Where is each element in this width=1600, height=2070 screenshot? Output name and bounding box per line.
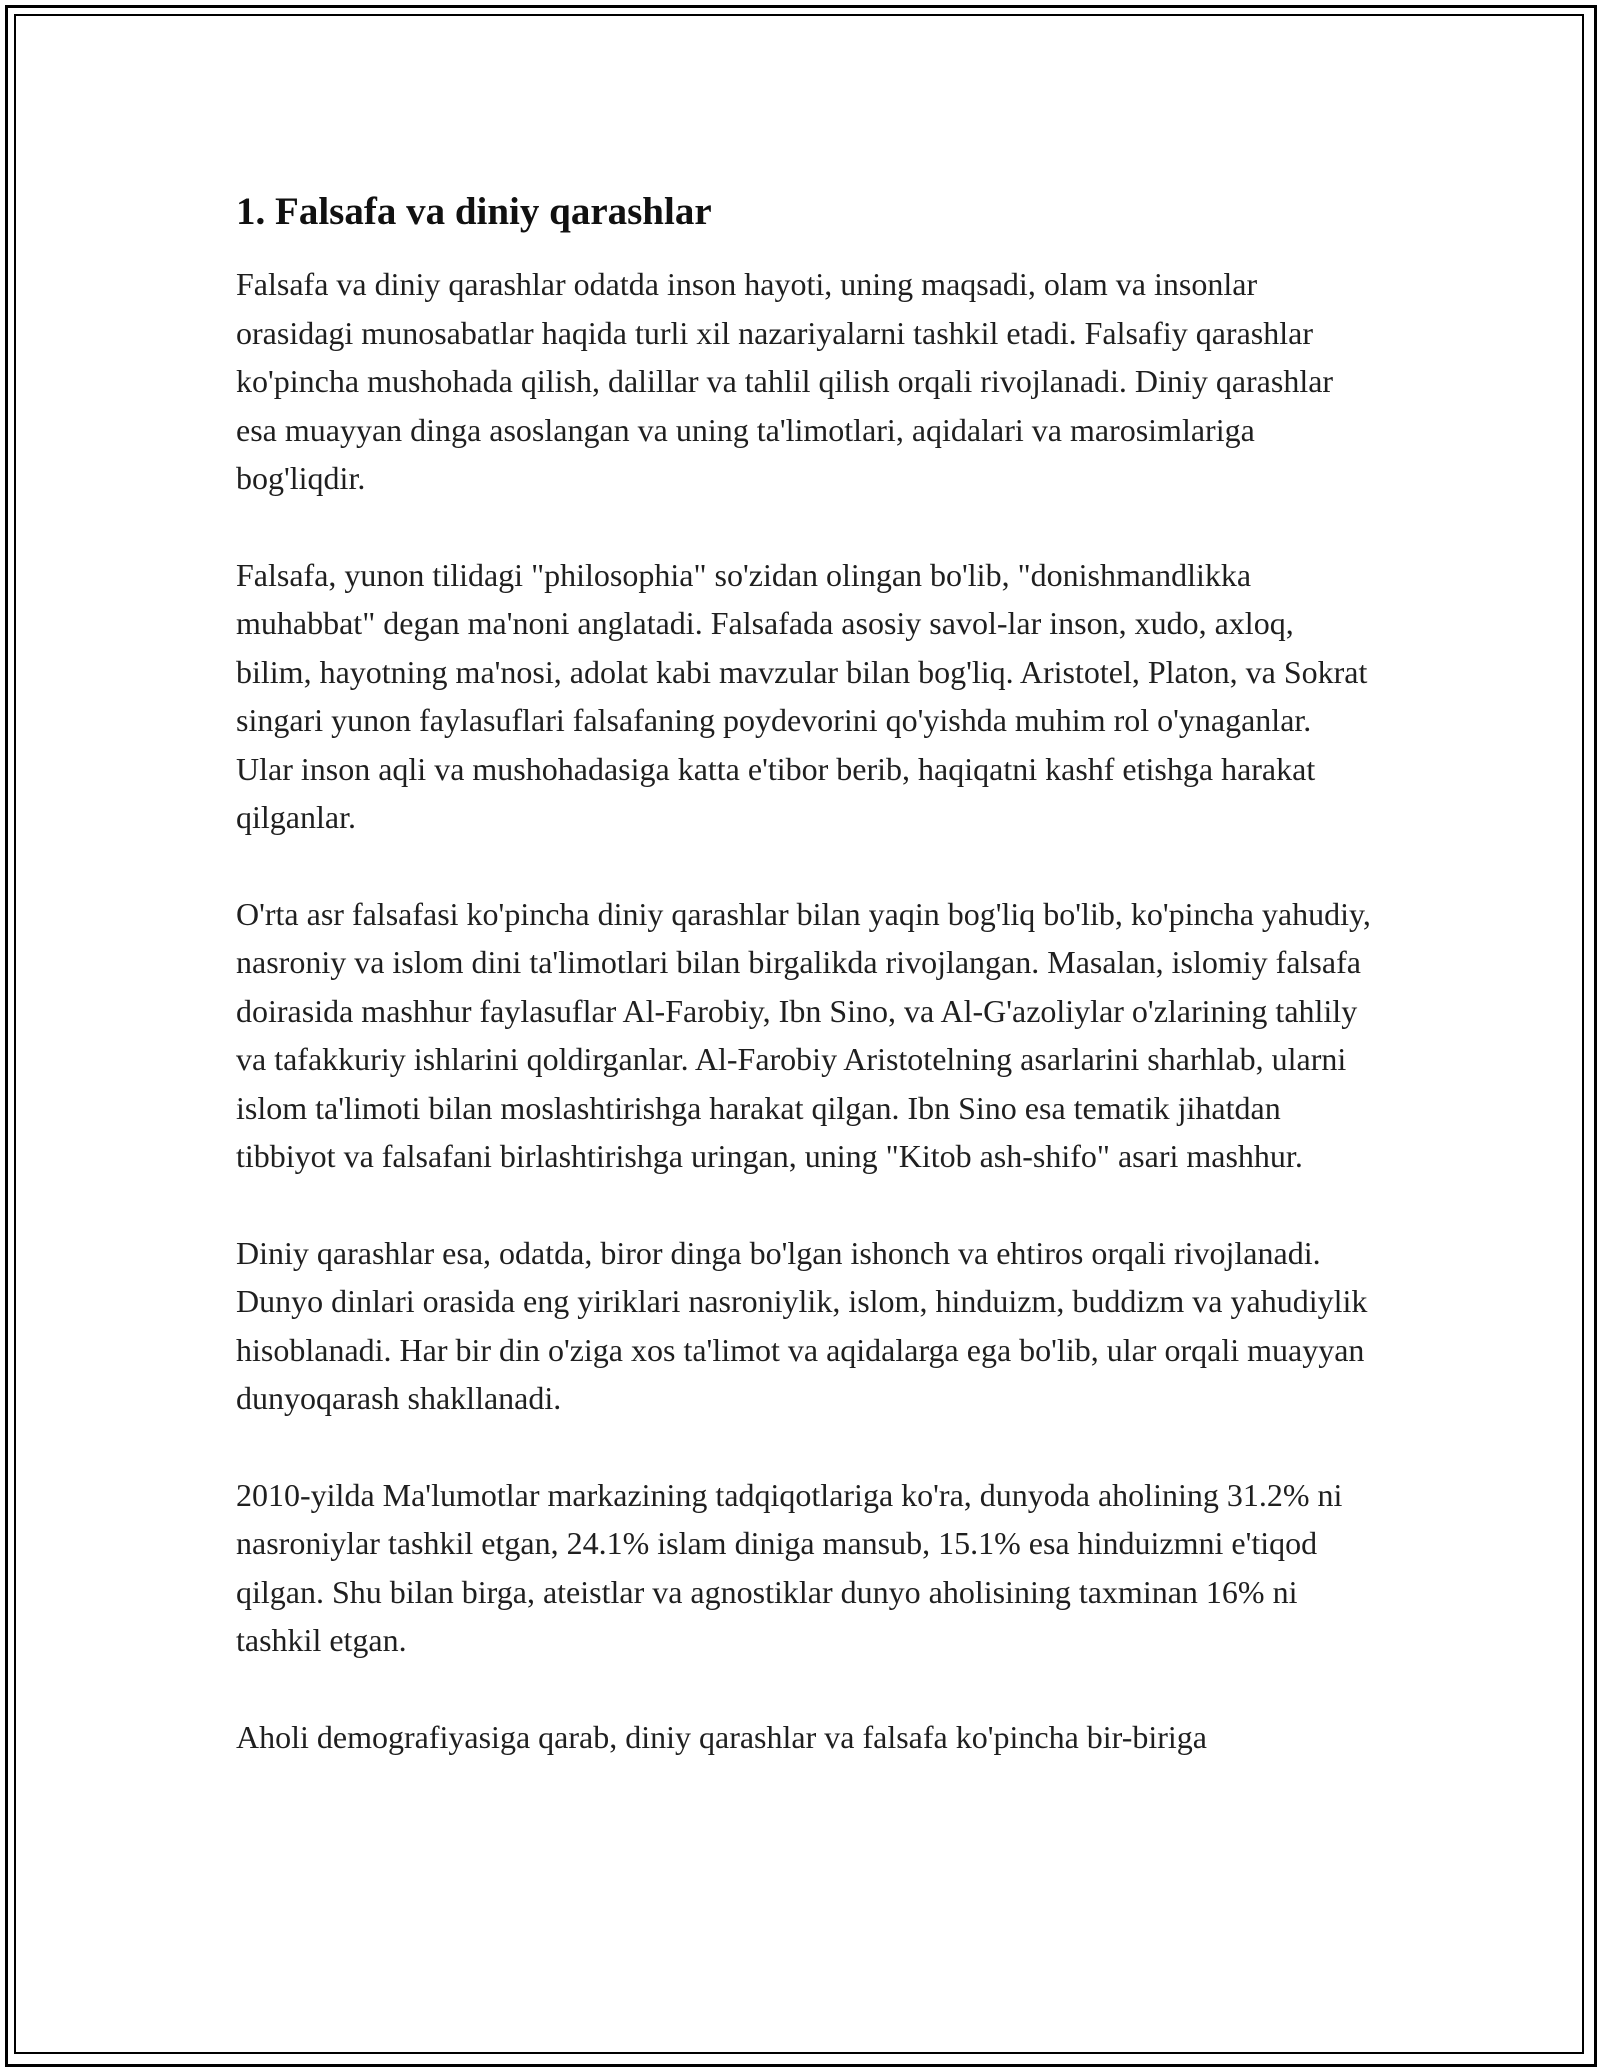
paragraph-demography: Aholi demografiyasiga qarab, diniy qarashlar va falsafa ko'pincha bir-biriga [236,1718,1207,1755]
section-heading: 1. Falsafa va diniy qarashlar [236,190,712,233]
paragraph-religious-views: Diniy qarashlar esa, odatda, biror dinga bo'lgan ishonch va ehtiros orqali rivojlanadi. Dunyo dinlari orasida eng yiriklari nasroniylik, islom, hinduizm, buddizm va yahudiylik hisoblanadi. Har bir din o'ziga xos ta'limot va aqidalarga ega bo'lib, ular orqali muayyan dunyoqarash shakllanadi. [236,1234,1368,1416]
paragraph-statistics: 2010-yilda Ma'lumotlar markazining tadqiqotlariga ko'ra, dunyoda aholining 31.2% ni nasroniylar tashkil etgan, 24.1% islam diniga mansub, 15.1% esa hinduizmni e'tiqod qilgan. Shu bilan birga, ateistlar va agnostiklar dunyo aholisining taxminan 16% ni tashkil etgan. [236,1476,1343,1658]
document-body [236,186,1376,1761]
paragraph-medieval-philosophy: O'rta asr falsafasi ko'pincha diniy qarashlar bilan yaqin bog'liq bo'lib, ko'pincha yahudiy, nasroniy va islom dini ta'limotlari bilan birgalikda rivojlangan. Masalan, islomiy falsafa doirasida mashhur faylasuflar Al-Farobiy, Ibn Sino, va Al-G'azoliylar o'zlarining tahlily va tafakkuriy ishlarini qoldirganlar. Al-Farobiy Aristotelning asarlarini sharhlab, ularni islom ta'limoti bilan moslashtirishga harakat qilgan. Ibn Sino esa tematik jihatdan tibbiyot va falsafani birlashtirishga uringan, uning "Kitob ash-shifo" asari mashhur. [236,895,1371,1174]
paragraph-intro: Falsafa va diniy qarashlar odatda inson hayoti, uning maqsadi, olam va insonlar orasidagi munosabatlar haqida turli xil nazariyalarni tashkil etadi. Falsafiy qarashlar ko'pincha mushohada qilish, dalillar va tahlil qilish orqali rivojlanadi. Diniy qarashlar esa muayyan dinga asoslangan va uning ta'limotlari, aqidalari va marosimlariga bog'liqdir. [236,266,1334,496]
paragraph-philosophy-origin: Falsafa, yunon tilidagi "philosophia" so'zidan olingan bo'lib, "donishmandlikka muhabbat" degan ma'noni anglatadi. Falsafada asosiy savol-lar inson, xudo, axloq, bilim, hayotning ma'nosi, adolat kabi mavzular bilan bog'liq. Aristotel, Platon, va Sokrat singari yunon faylasuflari falsafaning poydevorini qo'yishda muhim rol o'ynaganlar. Ular inson aqli va mushohadasiga katta e'tibor berib, haqiqatni kashf etishga harakat qilganlar. [236,556,1368,835]
